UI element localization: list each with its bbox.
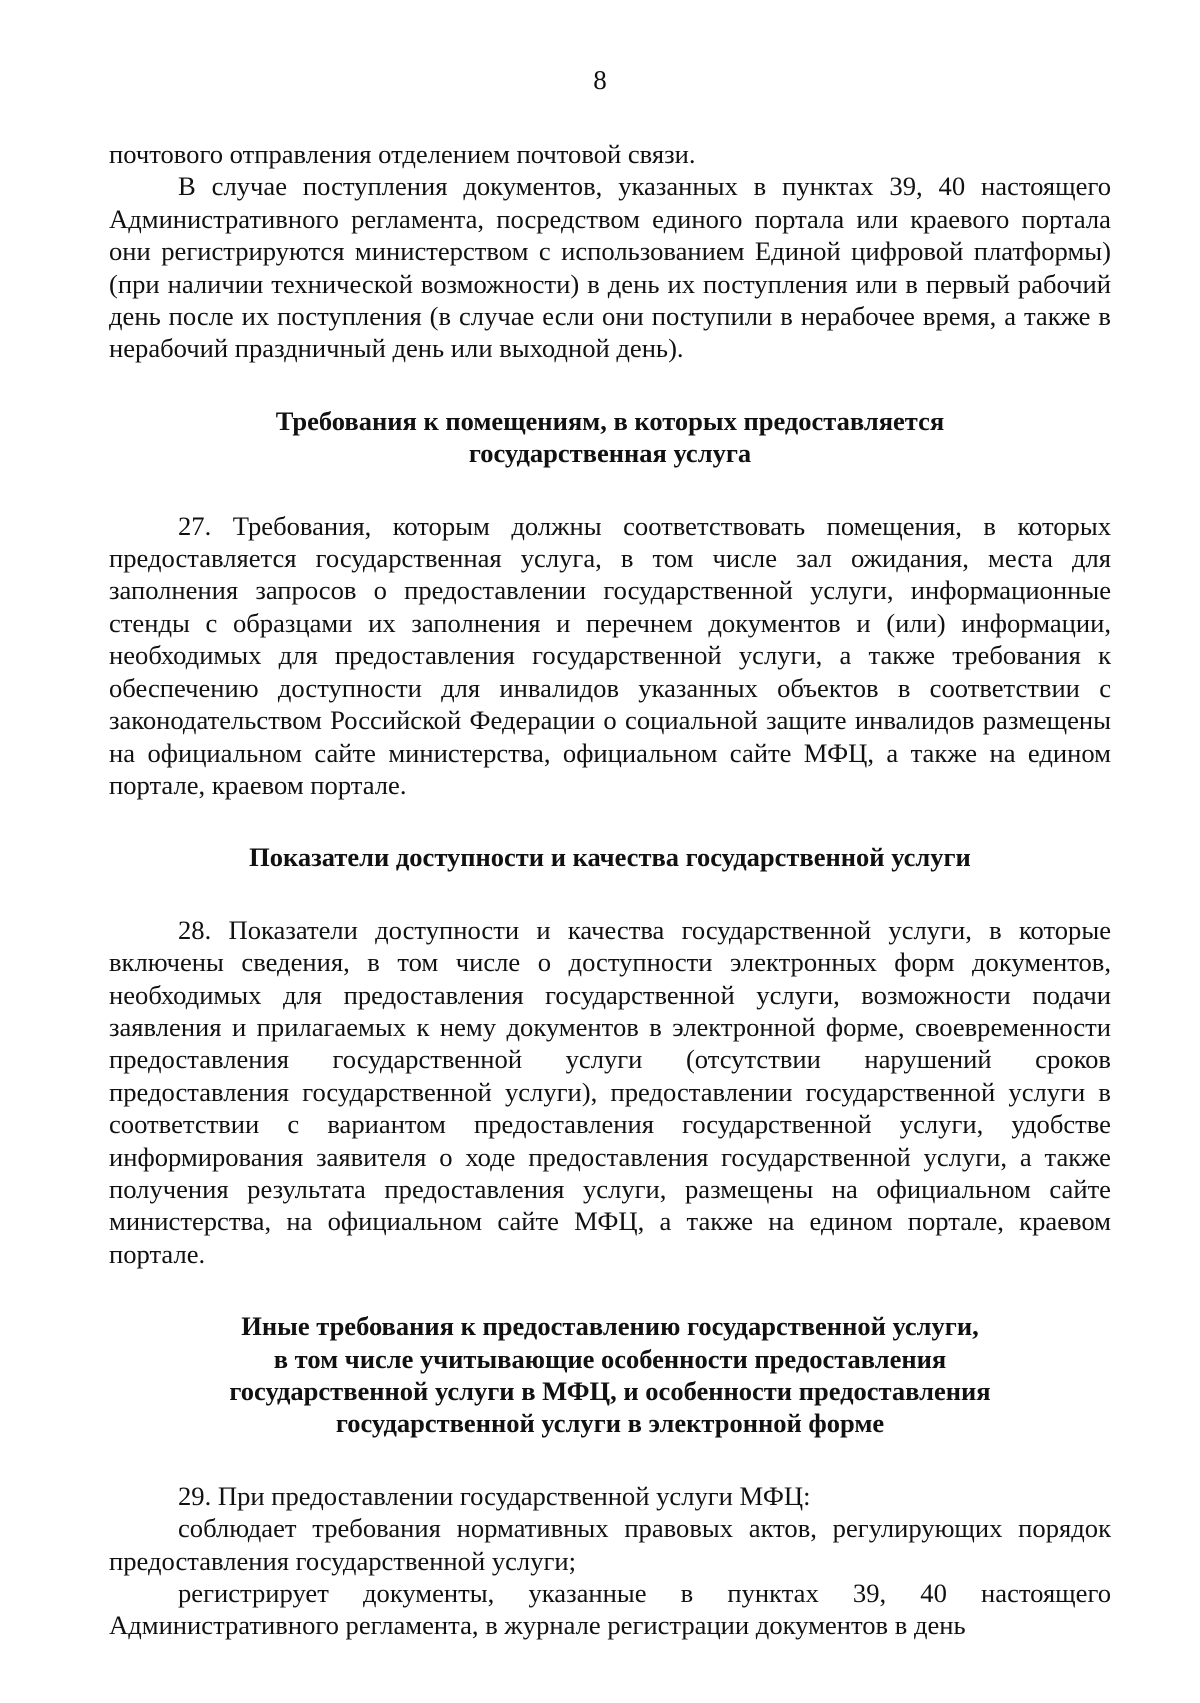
heading-other-line-1: Иные требования к предоставлению государственной услуги,	[241, 1311, 979, 1342]
heading-other-line-2: в том числе учитывающие особенности предоставления	[273, 1343, 947, 1374]
document-body	[109, 138, 1111, 1642]
heading-other-line-3: государственной услуги в МФЦ, и особенности предоставления	[229, 1376, 991, 1406]
heading-premises-line-1: Требования к помещениям, в которых предоставляется	[275, 405, 945, 436]
paragraph-29-item-b: регистрирует документы, указанные в пунктах 39, 40 настоящего Административного регламента, в журнале регистрации документов в день	[109, 1578, 1111, 1641]
paragraph-27: 27. Требования, которым должны соответствовать помещения, в которых предоставляется государственная услуга, в том числе зал ожидания, места для заполнения запросов о предоставлении государственной услуги, информационные стенды с образцами их заполнения и перечнем документов и (или) информации, необходимых для предоставления государственной услуги, а также требования к обеспечению доступности для инвалидов указанных объектов в соответствии с законодательством Российской Федерации о социальной защите инвалидов размещены на официальном сайте министерства, официальном сайте МФЦ, а также на едином портале, краевом портале.	[109, 510, 1111, 800]
paragraph-case: В случае поступления документов, указанных в пунктах 39, 40 настоящего Административного регламента, посредством единого портала или краевого портала они регистрируются министерством с использованием Единой цифровой платформы) (при наличии технической возможности) в день их поступления или в первый рабочий день после их поступления (в случае если они поступили в нерабочее время, а также в нерабочий праздничный день или выходной день).	[109, 171, 1111, 364]
paragraph-29-item-a: соблюдает требования нормативных правовых актов, регулирующих порядок предоставления государственной услуги;	[109, 1513, 1111, 1576]
paragraph-29: 29. При предоставлении государственной услуги МФЦ:	[178, 1480, 811, 1511]
heading-quality: Показатели доступности и качества государственной услуги	[249, 842, 971, 873]
heading-other-line-4: государственной услуги в электронной форме	[335, 1408, 885, 1439]
paragraph-28: 28. Показатели доступности и качества государственной услуги, в которые включены сведения, в том числе о доступности электронных форм документов, необходимых для предоставления государственной услуги, возможности подачи заявления и прилагаемых к нему документов в электронной форме, своевременности предоставления государственной услуги (отсутствии нарушений сроков предоставления государственной услуги), предоставлении государственной услуги в соответствии с вариантом предоставления государственной услуги, удобстве информирования заявителя о ходе предоставления государственной услуги, а также получения результата предоставления услуги, размещены на официальном сайте министерства, на официальном сайте МФЦ, а также на едином портале, краевом портале.	[109, 914, 1111, 1269]
paragraph-intro: почтового отправления отделением почтовой связи.	[109, 139, 696, 169]
heading-premises-line-2: государственная услуга	[468, 438, 752, 469]
page-number: 8	[593, 65, 607, 95]
